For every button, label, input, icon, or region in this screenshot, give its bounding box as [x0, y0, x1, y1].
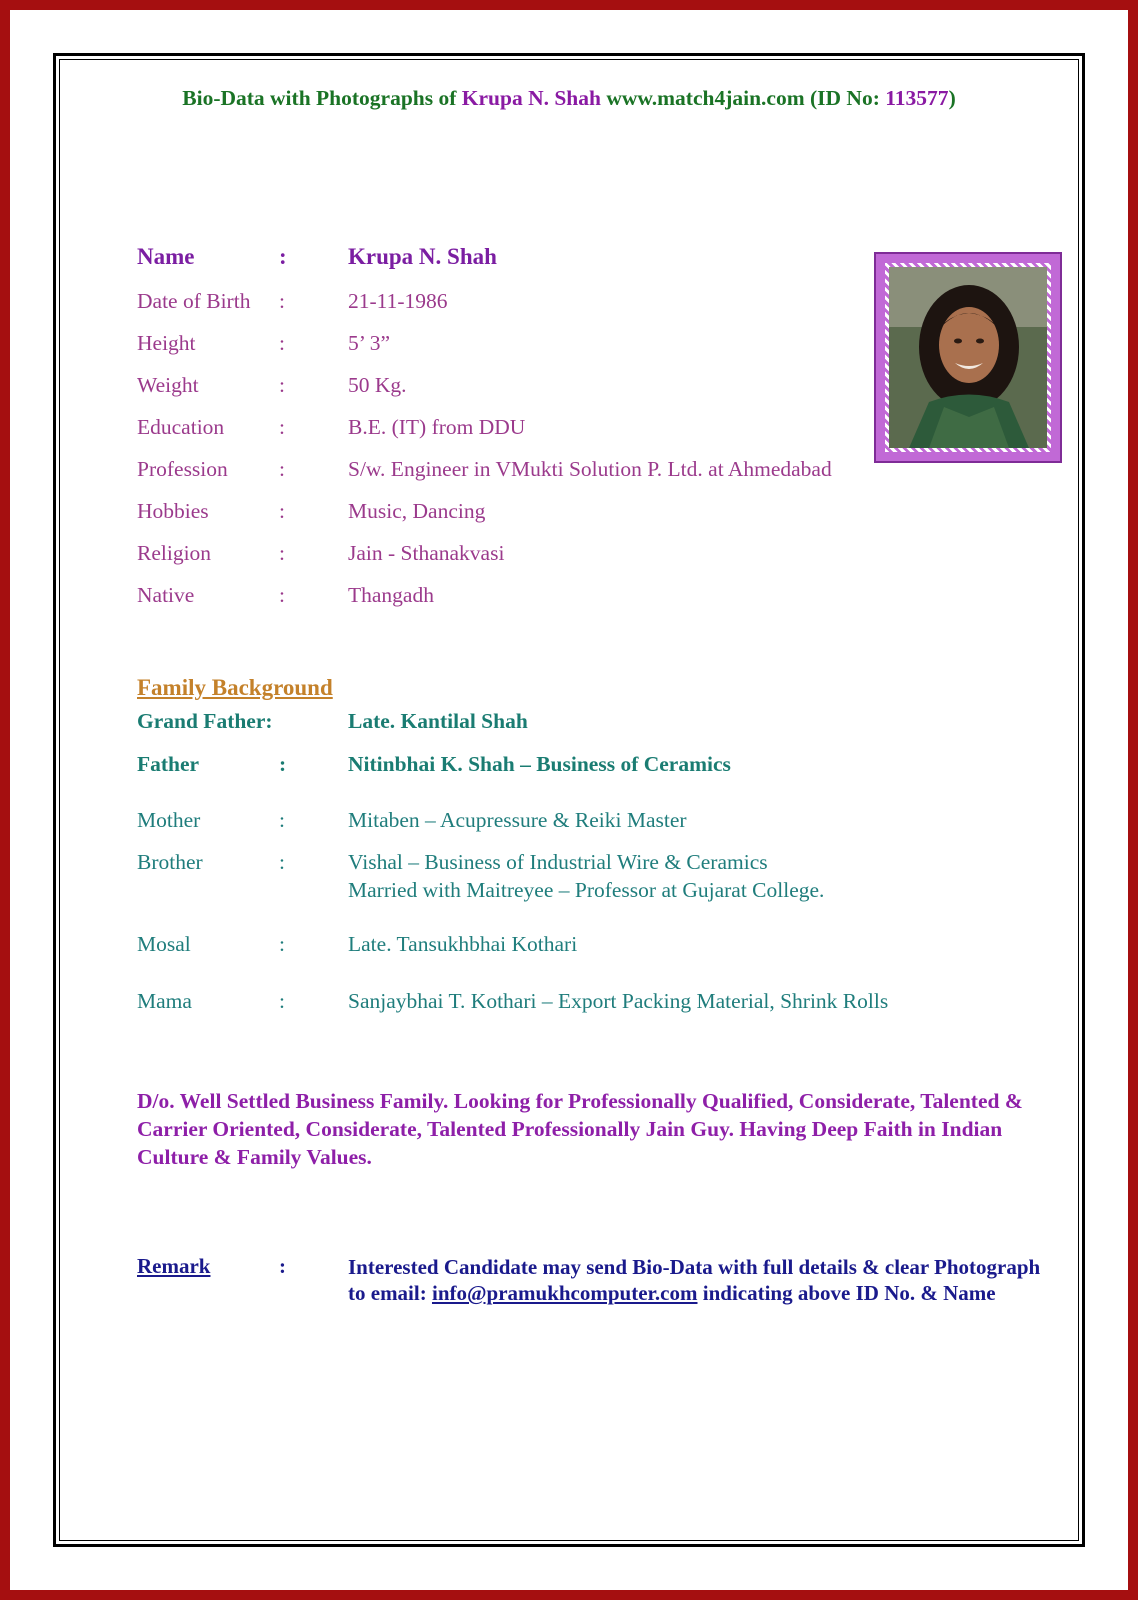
hobbies-label: Hobbies	[137, 499, 209, 523]
religion-value: Jain - Sthanakvasi	[348, 541, 505, 565]
father-label: Father	[137, 752, 200, 776]
native-label: Native	[137, 583, 195, 607]
brother-label: Brother	[137, 850, 203, 874]
title-prefix: Bio-Data with Photographs of	[182, 86, 457, 110]
profession-colon: :	[279, 457, 285, 481]
name-colon: :	[279, 244, 287, 269]
grand-father-value: Late. Kantilal Shah	[348, 709, 528, 733]
religion-label: Religion	[137, 541, 212, 565]
page-title	[0, 86, 1138, 111]
title-id: 113577	[885, 86, 949, 110]
name-label: Name	[137, 244, 195, 269]
education-value: B.E. (IT) from DDU	[348, 415, 526, 439]
mama-label: Mama	[137, 989, 192, 1013]
profession-label: Profession	[137, 457, 228, 481]
mosal-label: Mosal	[137, 932, 191, 956]
weight-value: 50 Kg.	[348, 373, 407, 397]
title-name: Krupa N. Shah	[461, 86, 601, 110]
remark-text	[348, 1254, 1048, 1306]
remark-colon: :	[279, 1254, 286, 1278]
mother-colon: :	[279, 808, 285, 832]
education-label: Education	[137, 415, 225, 439]
height-label: Height	[137, 331, 196, 355]
height-value: 5’ 3”	[348, 331, 390, 355]
native-value: Thangadh	[348, 583, 434, 607]
hobbies-value: Music, Dancing	[348, 499, 486, 523]
height-colon: :	[279, 331, 285, 355]
profile-photo	[889, 267, 1047, 448]
mosal-value: Late. Tansukhbhai Kothari	[348, 932, 578, 956]
mama-colon: :	[279, 989, 285, 1013]
title-close: )	[948, 86, 956, 110]
mother-value: Mitaben – Acupressure & Reiki Master	[348, 808, 687, 832]
native-colon: :	[279, 583, 285, 607]
photo-frame	[876, 254, 1060, 461]
weight-label: Weight	[137, 373, 199, 397]
name-value: Krupa N. Shah	[348, 244, 497, 269]
mosal-colon: :	[279, 932, 285, 956]
mother-label: Mother	[137, 808, 201, 832]
dob-value: 21-11-1986	[348, 289, 448, 313]
education-colon: :	[279, 415, 285, 439]
portrait-image	[889, 267, 1047, 448]
father-value: Nitinbhai K. Shah – Business of Ceramics	[348, 752, 731, 776]
weight-colon: :	[279, 373, 285, 397]
father-colon: :	[279, 752, 287, 776]
dob-colon: :	[279, 289, 285, 313]
family-background-heading: Family Background	[137, 675, 333, 700]
dob-label: Date of Birth	[137, 289, 251, 313]
remark-text-after: indicating above ID No. & Name	[697, 1281, 996, 1305]
mama-value: Sanjaybhai T. Kothari – Export Packing Material, Shrink Rolls	[348, 989, 889, 1013]
remark-label: Remark	[137, 1254, 211, 1278]
grand-father-label: Grand Father:	[137, 709, 273, 733]
title-site: www.match4jain.com (ID No:	[606, 86, 880, 110]
remark-text-before: Interested Candidate may send Bio-Data with full details & clear Photograph to email:	[348, 1255, 1041, 1305]
profession-value: S/w. Engineer in VMukti Solution P. Ltd. at Ahmedabad	[348, 457, 832, 481]
religion-colon: :	[279, 541, 285, 565]
description-paragraph: D/o. Well Settled Business Family. Looking for Professionally Qualified, Considerate, Talented & Carrier Oriented, Considerate, Talented Professionally Jain Guy. Having Deep Faith in Indian Culture & Family Values.	[137, 1089, 1023, 1169]
hobbies-colon: :	[279, 499, 285, 523]
brother-value: Vishal – Business of Industrial Wire & Ceramics	[348, 850, 768, 874]
email-link[interactable]: info@pramukhcomputer.com	[431, 1281, 698, 1305]
brother-colon: :	[279, 850, 285, 874]
brother-value-line2: Married with Maitreyee – Professor at Gujarat College.	[348, 878, 825, 902]
